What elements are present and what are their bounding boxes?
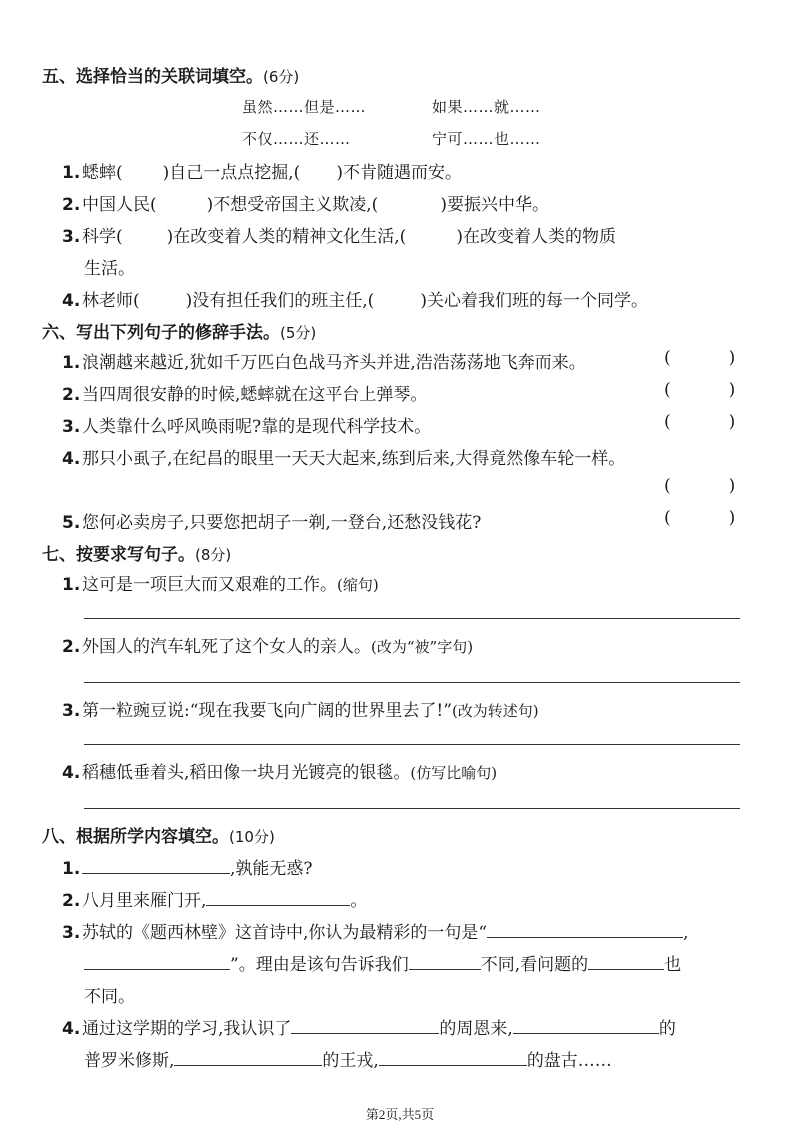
s6-item-4: 4. 那只小虱子,在纪昌的眼里一天天大起来,练到后来,大得竟然像车轮一样。 (62, 449, 626, 469)
s5-item-3-cont: 生活。 (84, 259, 135, 279)
section-7-heading (42, 540, 231, 565)
s7-answer-line-3[interactable] (84, 744, 740, 745)
s6-answer-1[interactable]: ( ) (664, 348, 736, 368)
s8-item-1: 1. ,孰能无惑? (62, 859, 313, 879)
s8-item-3-cont: ”。理由是该句告诉我们 不同,看问题的 也 (84, 950, 681, 975)
s7-answer-line-2[interactable] (84, 682, 740, 683)
s8-blank-4a[interactable] (291, 1017, 439, 1034)
section-8-score: (10分) (229, 828, 275, 846)
option-4: 宁可……也…… (432, 130, 541, 148)
s8-blank-3d[interactable] (588, 953, 664, 970)
s8-item-2: 2. 八月里来雁门开, 。 (62, 891, 368, 911)
section-7-title: 七、按要求写句子。 (42, 545, 195, 565)
s6-item-5: 5. 您何必卖房子,只要您把胡子一剃,一登台,还愁没钱花? (62, 513, 482, 533)
s8-blank-3a[interactable] (487, 921, 683, 938)
section-8-title: 八、根据所学内容填空。 (42, 827, 229, 847)
section-5-heading (42, 62, 299, 87)
s6-item-1: 1. 浪潮越来越近,犹如千万匹白色战马齐头并进,浩浩荡荡地飞奔而来。 (62, 353, 586, 373)
s7-item-2: 2. 外国人的汽车轧死了这个女人的亲人。(改为“被”字句) (62, 637, 474, 657)
section-7-score: (8分) (195, 546, 232, 564)
s5-item-3: 3. 科学( )在改变着人类的精神文化生活,( )在改变着人类的物质 (62, 227, 616, 247)
s6-answer-3[interactable]: ( ) (664, 412, 736, 432)
s7-item-1: 1. 这可是一项巨大而又艰难的工作。(缩句) (62, 575, 379, 595)
s7-item-3: 3. 第一粒豌豆说:“现在我要飞向广阔的世界里去了!”(改为转述句) (62, 701, 539, 721)
s8-blank-3b[interactable] (84, 953, 230, 970)
s6-item-3: 3. 人类靠什么呼风唤雨呢?靠的是现代科学技术。 (62, 417, 432, 437)
s8-item-4: 4. 通过这学期的学习,我认识了 的周恩来, 的 (62, 1019, 676, 1039)
option-3: 不仅……还…… (242, 130, 351, 148)
section-6-heading (42, 318, 316, 343)
s5-item-2: 2. 中国人民( )不想受帝国主义欺凌,( )要振兴中华。 (62, 195, 549, 215)
s7-item-4: 4. 稻穗低垂着头,稻田像一块月光镀亮的银毯。(仿写比喻句) (62, 763, 498, 783)
s8-item-4-cont: 普罗米修斯, 的王戎, 的盘古…… (84, 1051, 612, 1071)
s6-answer-2[interactable]: ( ) (664, 380, 736, 400)
s7-answer-line-1[interactable] (84, 618, 740, 619)
option-1: 虽然……但是…… (242, 98, 367, 116)
s8-item-3: 3. 苏轼的《题西林壁》这首诗中,你认为最精彩的一句是“ , (62, 923, 689, 943)
s6-item-2: 2. 当四周很安静的时候,蟋蟀就在这平台上弹琴。 (62, 385, 428, 405)
page-number: 第2页,共5页 (365, 1107, 435, 1122)
option-2: 如果……就…… (432, 98, 541, 116)
section-8-heading (42, 822, 275, 847)
s8-item-3-cont2: 不同。 (84, 987, 135, 1007)
s5-item-4: 4. 林老师( )没有担任我们的班主任,( )关心着我们班的每一个同学。 (62, 291, 648, 311)
s8-blank-4d[interactable] (379, 1049, 527, 1066)
s8-blank-2[interactable] (206, 889, 350, 906)
section-6-score: (5分) (280, 324, 317, 342)
s8-blank-4c[interactable] (174, 1049, 322, 1066)
s8-blank-3c[interactable] (409, 953, 481, 970)
s5-item-1: 1. 蟋蟀( )自己一点点挖掘,( )不肯随遇而安。 (62, 163, 462, 183)
s6-answer-5[interactable]: ( ) (664, 508, 736, 528)
section-5-title: 五、选择恰当的关联词填空。 (42, 67, 263, 87)
section-5-score: (6分) (263, 68, 300, 86)
s8-blank-1[interactable] (82, 857, 230, 874)
s6-answer-4[interactable]: ( ) (664, 476, 736, 496)
s8-blank-4b[interactable] (513, 1017, 659, 1034)
section-6-title: 六、写出下列句子的修辞手法。 (42, 323, 280, 343)
s7-answer-line-4[interactable] (84, 808, 740, 809)
